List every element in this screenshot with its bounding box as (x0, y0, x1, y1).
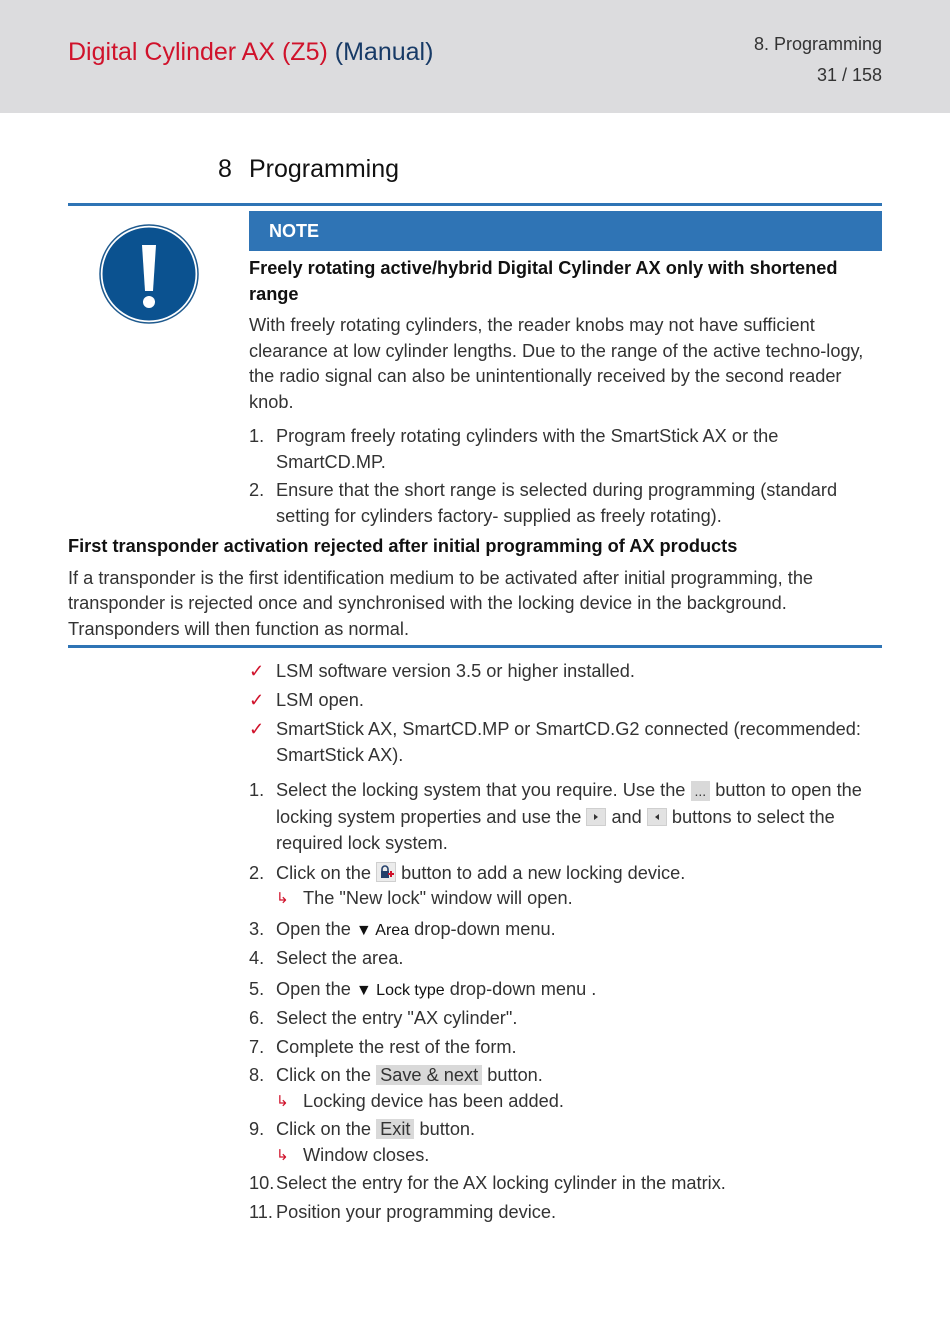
list-item: 2. Ensure that the short range is selected during programming (standard setting for cylinders factory- supplied as freely rotating). (249, 480, 838, 526)
list-item: 2. Click on the button to add a new locking device. ↳ The "New lock" window will open. (249, 861, 882, 912)
list-item: 11. Position your programming device. (249, 1201, 557, 1222)
list-item: ✓ SmartStick AX, SmartCD.MP or SmartCD.G2 connected (recommended: SmartStick AX). (249, 719, 861, 765)
checkmark-icon: ✓ (249, 690, 265, 710)
note-label: NOTE (249, 211, 882, 251)
checkmark-icon: ✓ (249, 661, 265, 681)
note-content (249, 256, 882, 529)
save-next-button[interactable]: Save & next (376, 1065, 482, 1085)
section-name: 8. Programming (753, 34, 882, 54)
list-item: 10. Select the entry for the AX locking cylinder in the matrix. (249, 1173, 726, 1193)
note-subbody: If a transponder is the first identification medium to be activated after initial programming, the transponder is rejected once and synchronised with the locking device in the background. Transponders will then function as normal. (68, 567, 814, 639)
exclamation-icon (99, 224, 199, 324)
note-top-rule (68, 203, 882, 206)
document-title (68, 38, 433, 67)
list-item: 6. Select the entry "AX cylinder". (249, 1008, 518, 1028)
ellipsis-button[interactable]: ... (691, 781, 711, 801)
list-item: 4. Select the area. (249, 948, 404, 968)
list-item: 9. Click on the Exit button. ↳ Window closes. (249, 1117, 882, 1168)
note-bottom-rule (68, 645, 882, 648)
note-heading: Freely rotating active/hybrid Digital Cylinder AX only with shortened range (249, 258, 838, 304)
manual-suffix: (Manual) (334, 38, 434, 66)
step-result: ↳ Locking device has been added. (276, 1089, 882, 1115)
next-arrow-icon[interactable] (586, 808, 606, 826)
chapter-number: 8 (218, 155, 232, 183)
note-subheading: First transponder activation rejected after initial programming of AX products (68, 536, 738, 556)
page-number: 31 / 158 (816, 65, 882, 85)
product-title: Digital Cylinder AX (Z5) (68, 38, 328, 66)
prerequisites-list (249, 659, 882, 768)
procedure-steps (249, 777, 882, 1225)
list-item: 7. Complete the rest of the form. (249, 1036, 517, 1057)
previous-arrow-icon[interactable] (647, 808, 667, 826)
area-dropdown-label[interactable]: ▼ Area (355, 921, 410, 939)
note-subsection (68, 534, 882, 642)
header-meta (754, 29, 882, 91)
list-item: ✓ LSM software version 3.5 or higher installed. (249, 659, 882, 688)
exit-button[interactable]: Exit (376, 1119, 414, 1139)
result-arrow-icon: ↳ (276, 890, 289, 907)
list-item: 1. Select the locking system that you require. Use the ... button to open the locking system properties and use the and buttons to select the required lock system. (249, 780, 862, 853)
step-result: ↳ Window closes. (276, 1143, 882, 1169)
add-lock-icon[interactable] (376, 862, 396, 882)
note-body: With freely rotating cylinders, the reader knobs may not have sufficient clearance at low cylinder lengths. Due to the range of the active techno-logy, the radio signal can also be unintentionally received by the second reader knob. (249, 315, 864, 412)
chapter-title: Programming (249, 155, 400, 183)
lock-type-dropdown-label[interactable]: ▼ Lock type (355, 981, 445, 999)
list-item: 3. Open the ▼ Area drop-down menu. (249, 918, 556, 939)
list-item: 1. Program freely rotating cylinders with the SmartStick AX or the SmartCD.MP. (249, 426, 779, 472)
result-arrow-icon: ↳ (276, 1146, 289, 1164)
list-item: ✓ LSM open. (249, 688, 882, 717)
chapter-heading (218, 155, 399, 184)
page-header (0, 0, 950, 113)
step-result: ↳ The "New lock" window will open. (276, 886, 882, 912)
list-item: 5. Open the ▼ Lock type drop-down menu . (249, 978, 597, 999)
result-arrow-icon: ↳ (276, 1092, 289, 1110)
checkmark-icon: ✓ (249, 719, 265, 739)
note-steps (249, 424, 882, 529)
list-item: 8. Click on the Save & next button. ↳ Locking device has been added. (249, 1063, 882, 1114)
